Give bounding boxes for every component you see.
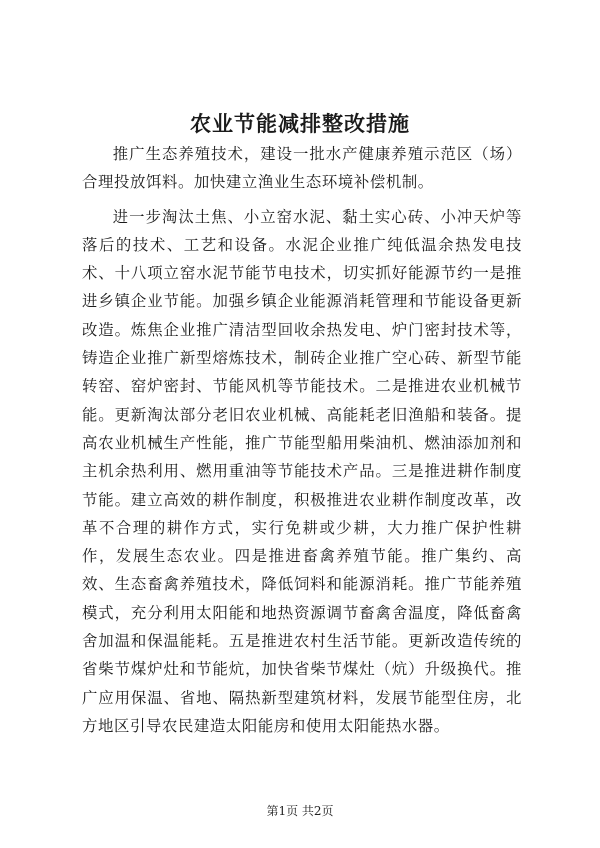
paragraph-1: 推广生态养殖技术，建设一批水产健康养殖示范区（场）合理投放饵料。加快建立渔业生态环境补偿机制。 (82, 145, 522, 192)
paragraph-2: 进一步淘汰土焦、小立窑水泥、黏土实心砖、小冲天炉等落后的技术、工艺和设备。水泥企业推广纯低温余热发电技术、十八项立窑水泥节能节电技术，切实抓好能源节约一是推进乡镇企业节能。加强乡镇企业能源消耗管理和节能设备更新改造。炼焦企业推广清洁型回收余热发电、炉门密封技术等，铸造企业推广新型熔炼技术，制砖企业推广空心砖、新型节能转窑、窑炉密封、节能风机等节能技术。二是推进农业机械节能。更新淘汰部分老旧农业机械、高能耗老旧渔船和装备。提高农业机械生产性能，推广节能型船用柴油机、燃油添加剂和主机余热利用、燃用重油等节能技术产品。三是推进耕作制度节能。建立高效的耕作制度，积极推进农业耕作制度改革，改革不合理的耕作方式，实行免耕或少耕，大力推广保护性耕作，发展生态农业。四是推进畜禽养殖节能。推广集约、高效、生态畜禽养殖技术，降低饲料和能源消耗。推广节能养殖模式，充分利用太阳能和地热资源调节畜禽舍温度，降低畜禽舍加温和保温能耗。五是推进农村生活节能。更新改造传统的省柴节煤炉灶和节能炕，加快省柴节煤灶（炕）升级换代。推广应用保温、省地、隔热新型建筑材料，发展节能型住房，北方地区引导农民建造太阳能房和使用太阳能热水器。 (82, 207, 522, 735)
page-footer: 第1页 共2页 (266, 804, 334, 818)
document-body (82, 140, 522, 740)
page-title: 农业节能减排整改措施 (190, 111, 410, 136)
